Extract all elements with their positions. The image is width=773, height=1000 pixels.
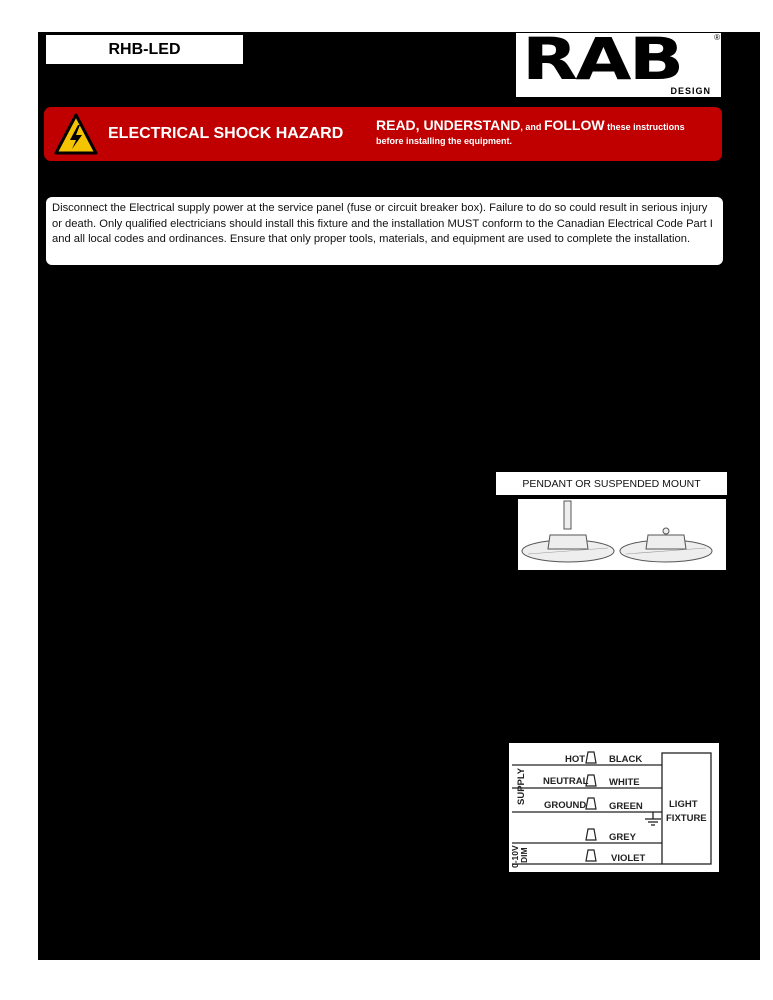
read-instructions [376, 117, 685, 133]
fixture-label-1: LIGHT [669, 799, 698, 810]
rab-logo [516, 25, 721, 97]
read-text: READ, UNDERSTAND [376, 117, 521, 133]
supply-label: SUPPLY [516, 767, 527, 805]
before-installing-text: before installing the equipment. [376, 136, 513, 146]
model-label: RHB-LED [46, 35, 243, 64]
and-text: , and [520, 122, 544, 132]
wiring-diagram [509, 743, 719, 872]
electrical-hazard-icon [54, 113, 98, 155]
black-label: BLACK [609, 754, 643, 765]
ground-label: GROUND [544, 800, 587, 811]
fixture-label-2: FIXTURE [666, 813, 707, 824]
these-text: these instructions [604, 122, 685, 132]
white-label: WHITE [609, 777, 640, 788]
mount-title: PENDANT OR SUSPENDED MOUNT [496, 472, 727, 495]
dim-label-1: 0-10V [510, 845, 520, 868]
dim-label-2: DIM [519, 847, 529, 863]
grey-label: GREY [609, 832, 636, 843]
disconnect-notice: Disconnect the Electrical supply power at the service panel (fuse or circuit breaker box). Failure to do so could result in serious injury or death. Only qualified electricians should install this fixture and the installation MUST conform to the Canadian Electrical Code Part I and all local codes and ordinances. Ensure that only proper tools, materials, and equipment are used to complete the installation. [46, 197, 723, 265]
shock-hazard-banner [44, 107, 722, 161]
registered-mark: ® [714, 33, 720, 42]
hazard-title: ELECTRICAL SHOCK HAZARD [108, 125, 344, 142]
logo-brand: RAB [522, 25, 682, 93]
follow-text: FOLLOW [543, 117, 605, 133]
green-label: GREEN [609, 801, 643, 812]
neutral-label: NEUTRAL [543, 776, 589, 787]
pendant-mount-illustration [518, 499, 726, 570]
hot-label: HOT [565, 754, 586, 765]
logo-sub: DESIGN [670, 86, 711, 96]
violet-label: VIOLET [611, 853, 646, 864]
wire-nut-icons [586, 752, 596, 861]
